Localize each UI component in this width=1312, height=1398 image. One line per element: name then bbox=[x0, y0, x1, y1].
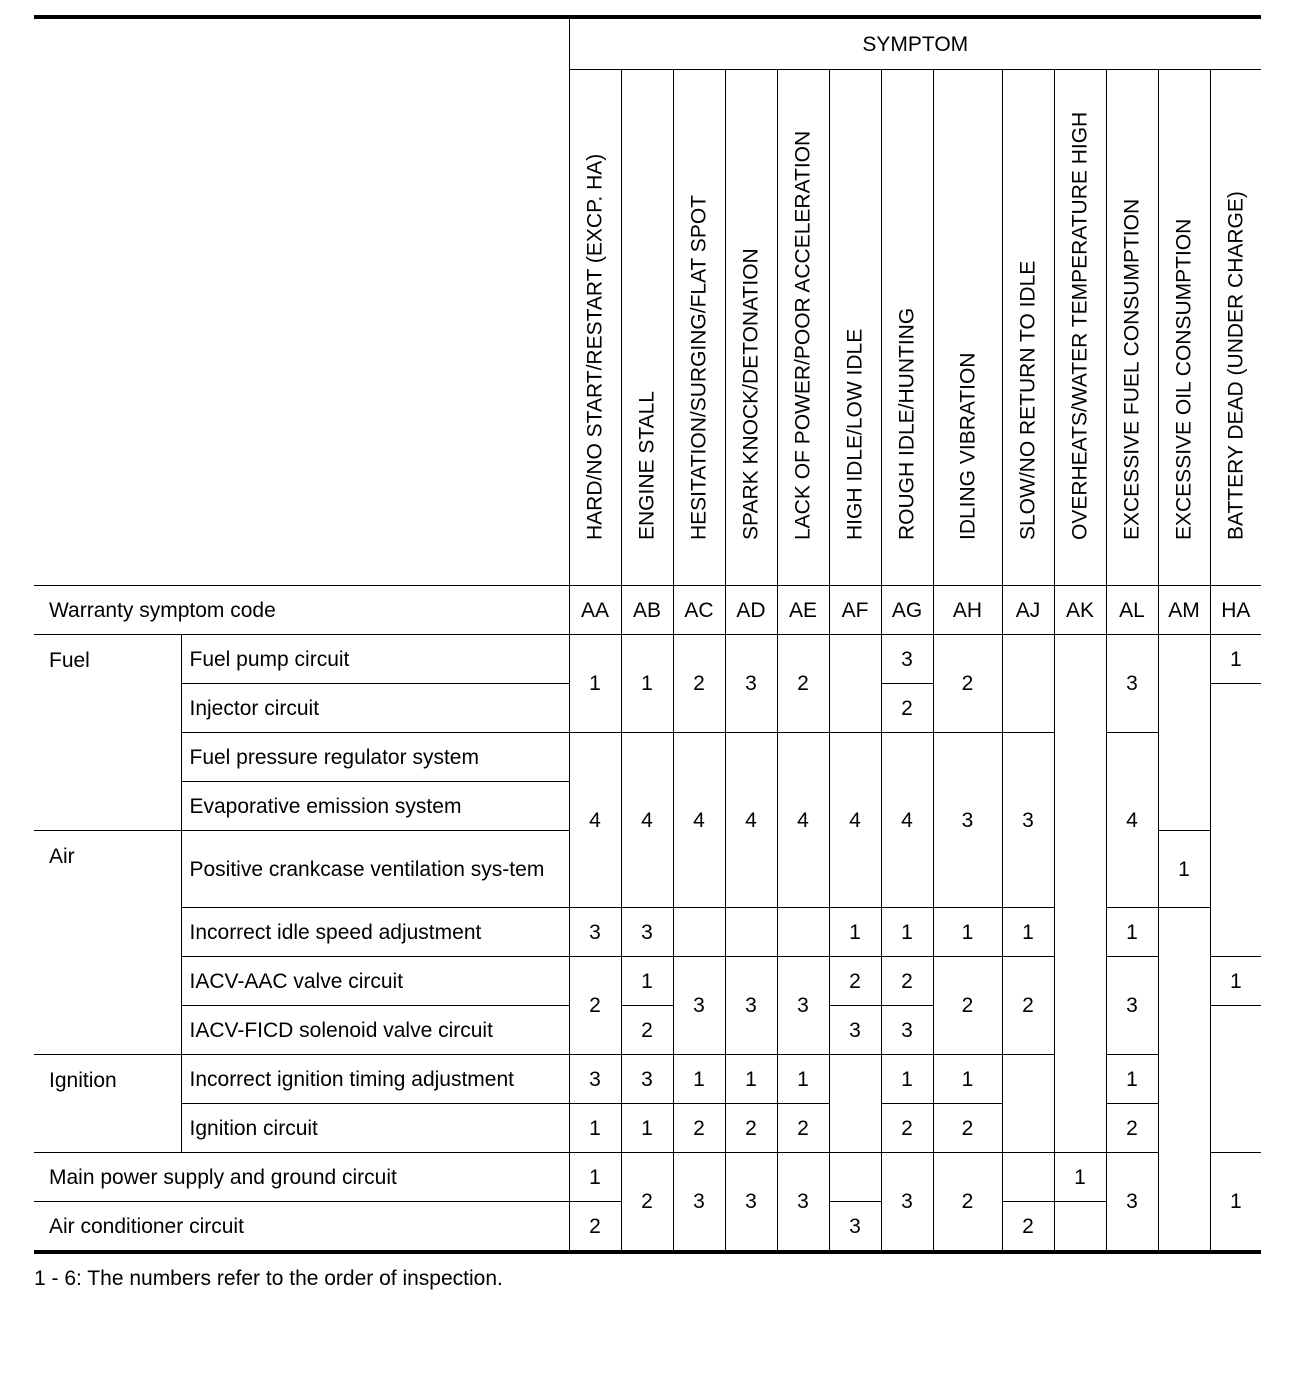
corner-blank bbox=[34, 17, 569, 586]
table-cell: 3 bbox=[621, 908, 673, 957]
symptom-name: IDLING VIBRATION bbox=[933, 70, 1002, 586]
table-cell: 3 bbox=[1106, 1153, 1158, 1253]
table-cell: 3 bbox=[725, 635, 777, 733]
table-cell: 3 bbox=[777, 1153, 829, 1253]
table-cell: 1 bbox=[933, 908, 1002, 957]
warranty-code-label: Warranty symptom code bbox=[34, 586, 569, 635]
table-cell: 1 bbox=[569, 1104, 621, 1153]
symptom-name: EXCESSIVE OIL CONSUMPTION bbox=[1158, 70, 1210, 586]
table-cell: 1 bbox=[673, 1055, 725, 1104]
table-cell: 2 bbox=[881, 957, 933, 1006]
table-cell: 3 bbox=[933, 733, 1002, 908]
symptom-code: AC bbox=[673, 586, 725, 635]
table-cell: 2 bbox=[933, 1104, 1002, 1153]
table-row bbox=[34, 1153, 1261, 1202]
table-cell: 3 bbox=[673, 957, 725, 1055]
symptom-name: BATTERY DEAD (UNDER CHARGE) bbox=[1210, 70, 1261, 586]
table-cell: 3 bbox=[881, 1153, 933, 1253]
table-cell: 4 bbox=[725, 733, 777, 908]
table-cell: 2 bbox=[1002, 1202, 1054, 1253]
table-cell: 1 bbox=[881, 1055, 933, 1104]
table-cell bbox=[725, 908, 777, 957]
table-cell: 1 bbox=[1106, 908, 1158, 957]
table-cell: 3 bbox=[673, 1153, 725, 1253]
item-label: Injector circuit bbox=[181, 684, 569, 733]
table-cell: 2 bbox=[725, 1104, 777, 1153]
table-cell: 1 bbox=[881, 908, 933, 957]
item-label: Positive crankcase ventilation sys-tem bbox=[181, 831, 569, 908]
table-cell: 2 bbox=[569, 1202, 621, 1253]
symptom-name: LACK OF POWER/POOR ACCELERATION bbox=[777, 70, 829, 586]
table-cell bbox=[1158, 635, 1210, 831]
table-cell: 4 bbox=[569, 733, 621, 908]
item-label: Air conditioner circuit bbox=[34, 1202, 569, 1253]
warranty-code-row bbox=[34, 586, 1261, 635]
table-cell bbox=[1002, 1153, 1054, 1202]
symptom-name: SPARK KNOCK/DETONATION bbox=[725, 70, 777, 586]
table-cell: 3 bbox=[829, 1006, 881, 1055]
symptom-header: SYMPTOM bbox=[569, 17, 1261, 70]
table-cell: 2 bbox=[1002, 957, 1054, 1055]
table-cell: 1 bbox=[1210, 957, 1261, 1006]
item-label: Incorrect ignition timing adjustment bbox=[181, 1055, 569, 1104]
table-cell: 2 bbox=[829, 957, 881, 1006]
table-cell bbox=[1210, 684, 1261, 957]
table-cell: 2 bbox=[621, 1006, 673, 1055]
table-cell: 2 bbox=[933, 957, 1002, 1055]
group-label-air: Air bbox=[34, 831, 181, 1055]
table-cell: 1 bbox=[1106, 1055, 1158, 1104]
symptom-code: AM bbox=[1158, 586, 1210, 635]
item-label: IACV-FICD solenoid valve circuit bbox=[181, 1006, 569, 1055]
item-label: IACV-AAC valve circuit bbox=[181, 957, 569, 1006]
symptom-code: AB bbox=[621, 586, 673, 635]
table-cell: 3 bbox=[569, 1055, 621, 1104]
table-cell: 2 bbox=[777, 635, 829, 733]
table-cell: 2 bbox=[569, 957, 621, 1055]
symptom-name: OVERHEATS/WATER TEMPERATURE HIGH bbox=[1054, 70, 1106, 586]
symptom-name: SLOW/NO RETURN TO IDLE bbox=[1002, 70, 1054, 586]
footnote: 1 - 6: The numbers refer to the order of inspection. bbox=[34, 1267, 503, 1290]
table-cell: 2 bbox=[881, 1104, 933, 1153]
table-cell: 2 bbox=[933, 1153, 1002, 1253]
table-cell bbox=[777, 908, 829, 957]
table-cell: 1 bbox=[1002, 908, 1054, 957]
table-cell: 1 bbox=[1158, 831, 1210, 908]
table-cell: 3 bbox=[725, 1153, 777, 1253]
table-cell: 2 bbox=[673, 635, 725, 733]
table-cell: 3 bbox=[881, 635, 933, 684]
symptom-name: HIGH IDLE/LOW IDLE bbox=[829, 70, 881, 586]
symptom-name: HESITATION/SURGING/FLAT SPOT bbox=[673, 70, 725, 586]
item-label: Incorrect idle speed adjustment bbox=[181, 908, 569, 957]
table-cell bbox=[673, 908, 725, 957]
table-cell bbox=[829, 1055, 881, 1153]
table-cell bbox=[1002, 635, 1054, 733]
table-cell: 2 bbox=[621, 1153, 673, 1253]
table-cell: 1 bbox=[569, 635, 621, 733]
symptom-code: AG bbox=[881, 586, 933, 635]
table-cell: 3 bbox=[829, 1202, 881, 1253]
symptom-name: HARD/NO START/RESTART (EXCP. HA) bbox=[569, 70, 621, 586]
symptom-name: ENGINE STALL bbox=[621, 70, 673, 586]
table-cell bbox=[1054, 1202, 1106, 1253]
item-label: Fuel pressure regulator system bbox=[181, 733, 569, 782]
symptom-code: AK bbox=[1054, 586, 1106, 635]
table-cell: 3 bbox=[1106, 635, 1158, 733]
symptom-name: ROUGH IDLE/HUNTING bbox=[881, 70, 933, 586]
table-cell: 3 bbox=[621, 1055, 673, 1104]
table-cell: 1 bbox=[621, 1104, 673, 1153]
table-cell bbox=[829, 1153, 881, 1202]
table-cell: 3 bbox=[725, 957, 777, 1055]
table-cell: 1 bbox=[1210, 1153, 1261, 1253]
item-label: Evaporative emission system bbox=[181, 782, 569, 831]
table-cell: 1 bbox=[621, 957, 673, 1006]
item-label: Main power supply and ground circuit bbox=[34, 1153, 569, 1202]
table-cell bbox=[1210, 1006, 1261, 1153]
symptom-code: AF bbox=[829, 586, 881, 635]
table-cell bbox=[1054, 635, 1106, 1153]
symptom-code: AL bbox=[1106, 586, 1158, 635]
table-row bbox=[34, 635, 1261, 684]
symptom-code: AA bbox=[569, 586, 621, 635]
table-cell: 1 bbox=[621, 635, 673, 733]
table-cell: 4 bbox=[673, 733, 725, 908]
table-cell: 1 bbox=[725, 1055, 777, 1104]
table-cell: 4 bbox=[777, 733, 829, 908]
symptom-code: AH bbox=[933, 586, 1002, 635]
table-cell: 3 bbox=[881, 1006, 933, 1055]
table-cell: 2 bbox=[881, 684, 933, 733]
group-label-fuel: Fuel bbox=[34, 635, 181, 831]
table-cell: 2 bbox=[1106, 1104, 1158, 1153]
symptom-code: AD bbox=[725, 586, 777, 635]
symptom-code: AJ bbox=[1002, 586, 1054, 635]
table-cell: 2 bbox=[777, 1104, 829, 1153]
table-cell bbox=[1002, 1055, 1054, 1153]
table-cell bbox=[829, 635, 881, 733]
table-cell: 3 bbox=[777, 957, 829, 1055]
group-label-ignition: Ignition bbox=[34, 1055, 181, 1153]
symptom-title-row bbox=[34, 17, 1261, 70]
table-cell: 4 bbox=[829, 733, 881, 908]
table-cell: 1 bbox=[933, 1055, 1002, 1104]
symptom-name: EXCESSIVE FUEL CONSUMPTION bbox=[1106, 70, 1158, 586]
table-cell: 4 bbox=[881, 733, 933, 908]
table-cell: 2 bbox=[933, 635, 1002, 733]
table-cell: 1 bbox=[1054, 1153, 1106, 1202]
table-cell: 2 bbox=[673, 1104, 725, 1153]
table-cell: 1 bbox=[569, 1153, 621, 1202]
table-cell: 4 bbox=[1106, 733, 1158, 908]
table-cell: 1 bbox=[1210, 635, 1261, 684]
item-label: Ignition circuit bbox=[181, 1104, 569, 1153]
table-cell: 1 bbox=[829, 908, 881, 957]
table-cell: 3 bbox=[569, 908, 621, 957]
symptom-code: AE bbox=[777, 586, 829, 635]
table-cell: 1 bbox=[777, 1055, 829, 1104]
table-cell: 3 bbox=[1002, 733, 1054, 908]
table-cell: 3 bbox=[1106, 957, 1158, 1055]
item-label: Fuel pump circuit bbox=[181, 635, 569, 684]
symptom-code: HA bbox=[1210, 586, 1261, 635]
table-cell bbox=[1158, 908, 1210, 1253]
symptom-matrix-table bbox=[34, 15, 1261, 1254]
table-cell: 4 bbox=[621, 733, 673, 908]
